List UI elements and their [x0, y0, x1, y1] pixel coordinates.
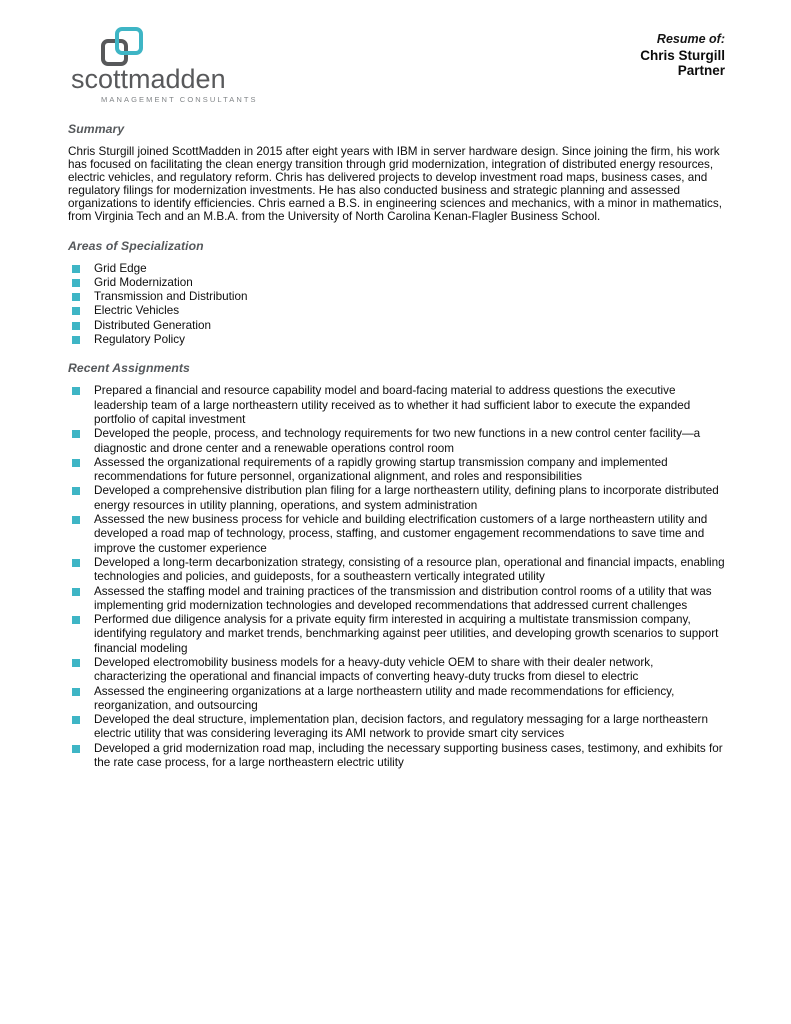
- bullet-square-icon: [72, 487, 80, 495]
- bullet-square-icon: [72, 293, 80, 301]
- list-item: [68, 656, 725, 685]
- bullet-square-icon: [72, 559, 80, 567]
- list-item: [68, 276, 725, 290]
- list-item-text: Developed a grid modernization road map, including the necessary supporting business cases, testimony, and exhibits for the rate case process, for a large northeastern electric utility: [94, 741, 723, 770]
- list-item: [68, 262, 725, 276]
- person-title: Partner: [677, 63, 725, 78]
- bullet-square-icon: [72, 616, 80, 624]
- person-name: Chris Sturgill: [640, 47, 725, 63]
- logo-tagline: MANAGEMENT CONSULTANTS: [101, 95, 258, 104]
- bullet-square-icon: [72, 322, 80, 330]
- resume-of-label: Resume of:: [656, 32, 725, 46]
- bullet-square-icon: [72, 430, 80, 438]
- bullet-square-icon: [72, 265, 80, 273]
- logo-wordmark: scottmadden: [71, 64, 226, 94]
- bullet-square-icon: [72, 307, 80, 315]
- list-item-text: Assessed the engineering organizations at a large northeastern utility and made recommendations for efficiency, reorganization, and outsourcing: [94, 684, 675, 712]
- list-item-text: Assessed the organizational requirements of a rapidly growing startup transmission company and implemented recommendations for future personnel, organizational alignment, and roles and responsibilities: [94, 455, 668, 484]
- list-item: [68, 513, 725, 556]
- list-item: [68, 456, 725, 485]
- bullet-square-icon: [72, 659, 80, 667]
- list-item: [68, 585, 725, 614]
- list-item-text: Developed a comprehensive distribution plan filing for a large northeastern utility, defining plans to incorporate distributed energy resources in utility planning, operations, and system administration: [94, 484, 719, 512]
- list-item-text: Developed the people, process, and technology requirements for two new functions in a new control center facility—a diagnostic and drone center and a renewable operations control room: [94, 427, 701, 455]
- list-item-text: Transmission and Distribution: [94, 290, 248, 304]
- list-item-text: Distributed Generation: [94, 318, 211, 332]
- page-header: [68, 26, 725, 106]
- list-item-text: Assessed the staffing model and training practices of the transmission and distribution control rooms of a utility that was implementing grid modernization technologies and developed recommendations that addressed current challenges: [94, 584, 712, 612]
- list-item-text: Assessed the new business process for vehicle and building electrification customers of a large northeastern utility and developed a road map of technology, process, staffing, and customer engagement recommendations to save time and improve the customer experience: [94, 513, 708, 555]
- bullet-square-icon: [72, 745, 80, 753]
- list-item-text: Grid Edge: [94, 261, 147, 275]
- recent-assignments-heading: Recent Assignments: [68, 361, 190, 376]
- list-item-text: Grid Modernization: [94, 275, 193, 289]
- list-item: [68, 384, 725, 427]
- list-item-text: Developed the deal structure, implementation plan, decision factors, and regulatory messaging for a large northeastern electric utility that was considering leveraging its AMI network to provide smart city services: [94, 713, 708, 741]
- list-item: [68, 742, 725, 771]
- summary-heading: Summary: [68, 122, 125, 136]
- list-item: [68, 319, 725, 333]
- bullet-square-icon: [72, 688, 80, 696]
- list-item: [68, 304, 725, 318]
- bullet-square-icon: [72, 588, 80, 596]
- list-item-text: Regulatory Policy: [94, 333, 185, 347]
- bullet-square-icon: [72, 279, 80, 287]
- resume-header-block: [640, 26, 725, 79]
- scottmadden-logo-icon: [101, 26, 181, 67]
- list-item: [68, 333, 725, 347]
- bullet-square-icon: [72, 336, 80, 344]
- list-item: [68, 685, 725, 714]
- bullet-square-icon: [72, 459, 80, 467]
- summary-paragraph: Chris Sturgill joined ScottMadden in 2015 after eight years with IBM in server hardware design. Since joining the firm, his work has focused on facilitating the clean energy transition through grid modernization, integration of distributed energy resources, electric vehicles, and regulatory reform. Chris has delivered projects to develop investment road maps, business cases, and regulatory filings for modernization investments. He has also conducted business and strategic planning and assessed organizations to identify efficiencies. Chris earned a B.S. in engineering sciences and mechanics, with a minor in mathematics, from Virginia Tech and an M.B.A. from the University of North Carolina Kenan-Flagler Business School.: [68, 145, 722, 224]
- list-item: [68, 713, 725, 742]
- bullet-square-icon: [72, 516, 80, 524]
- areas-of-specialization-heading: Areas of Specialization: [68, 238, 204, 253]
- bullet-square-icon: [72, 716, 80, 724]
- bullet-square-icon: [72, 387, 80, 395]
- list-item-text: Electric Vehicles: [94, 304, 180, 318]
- list-item-text: Performed due diligence analysis for a private equity firm interested in acquiring a multistate transmission company, identifying regulatory and market trends, benchmarking against peer utilities, and developing growth scenarios to support financial modeling: [94, 613, 719, 655]
- list-item-text: Developed electromobility business models for a heavy-duty vehicle OEM to share with their dealer network, characterizing the operational and financial impacts of converting heavy-duty trucks from diesel to electric: [94, 655, 654, 684]
- list-item-text: Prepared a financial and resource capability model and board-facing material to address questions the executive leadership team of a large northeastern utility received as to whether it had sufficient labor to execute the expanded portfolio of capital investment: [94, 384, 691, 426]
- list-item: [68, 613, 725, 656]
- list-item-text: Developed a long-term decarbonization strategy, consisting of a resource plan, operational and financial impacts, enabling technologies and policies, and guideposts, for a southeastern vertically integrated utility: [94, 555, 725, 584]
- logo-teal-square-icon: [115, 27, 143, 55]
- assignments-list: [68, 384, 725, 770]
- list-item: [68, 556, 725, 585]
- list-item: [68, 484, 725, 513]
- list-item: [68, 290, 725, 304]
- scottmadden-logo: [71, 26, 258, 104]
- list-item: [68, 427, 725, 456]
- specialization-list: [68, 262, 725, 348]
